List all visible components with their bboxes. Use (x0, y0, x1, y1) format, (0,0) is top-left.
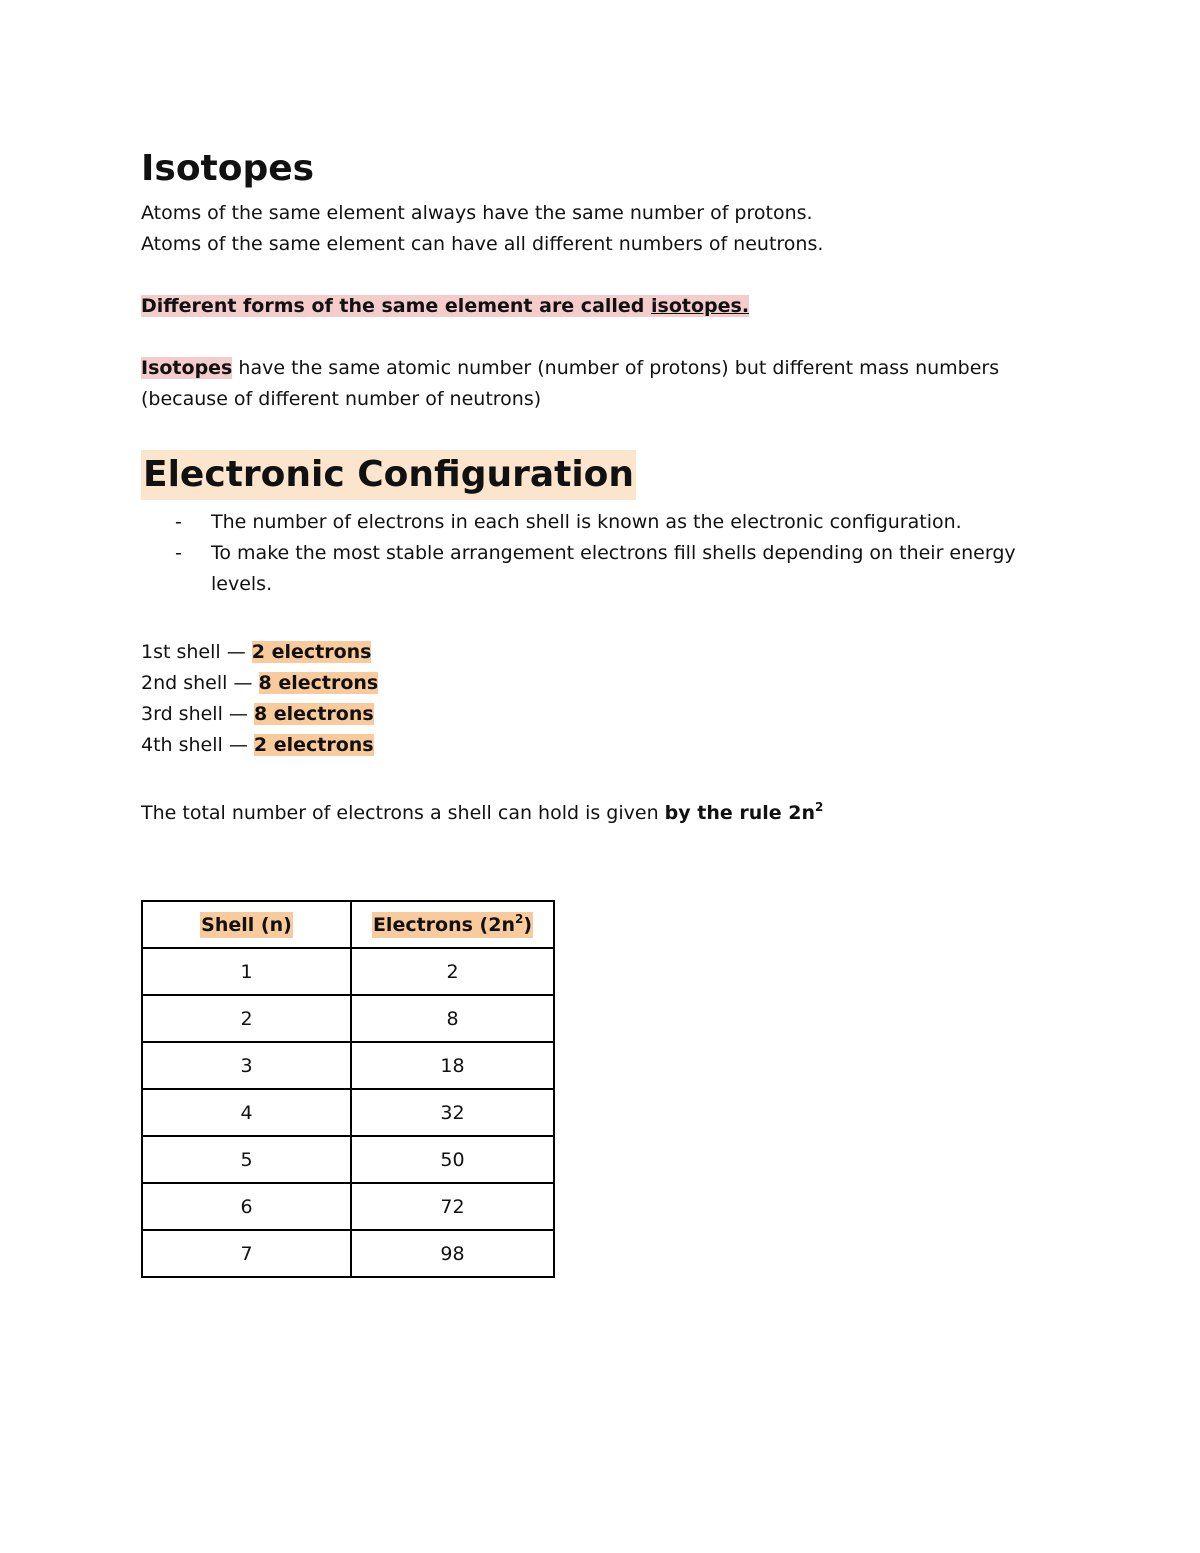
cell-electrons: 32 (351, 1089, 554, 1136)
shell-label: 3rd shell — (141, 703, 254, 725)
header-electrons-close: ) (523, 913, 533, 936)
shell-line (141, 699, 374, 730)
header-electrons-text: Electrons (2n (372, 913, 515, 936)
bullet-item-line-2: levels. (211, 573, 273, 595)
shell-label: 1st shell — (141, 641, 252, 663)
shell-value: 2 electrons (253, 734, 374, 756)
shell-line (141, 730, 374, 761)
isotopes-term: Isotopes (141, 357, 233, 379)
cell-electrons: 72 (351, 1183, 554, 1230)
table-row (142, 1089, 554, 1136)
cell-shell: 6 (142, 1183, 351, 1230)
table-row (142, 1230, 554, 1277)
bullet-item-line-1: To make the most stable arrangement electrons fill shells depending on their energy (211, 542, 1016, 564)
shell-value: 8 electrons (258, 672, 379, 694)
cell-shell: 1 (142, 948, 351, 995)
table-row (142, 948, 554, 995)
header-electrons (351, 901, 554, 948)
header-electrons-sup: 2 (514, 911, 524, 926)
isotopes-paragraph-line-2: (because of different number of neutrons) (141, 388, 542, 410)
header-shell (142, 901, 351, 948)
header-shell-label: Shell (n) (201, 913, 292, 936)
cell-shell: 4 (142, 1089, 351, 1136)
isotopes-line-2: Atoms of the same element can have all different numbers of neutrons. (141, 233, 824, 255)
cell-shell: 5 (142, 1136, 351, 1183)
bullet-item: The number of electrons in each shell is known as the electronic configuration. (211, 511, 962, 533)
cell-shell: 2 (142, 995, 351, 1042)
table-row (142, 1042, 554, 1089)
rule-prefix: The total number of electrons a shell can hold is given (141, 802, 665, 824)
bullet-marker: - (175, 511, 182, 533)
table-header-row (142, 901, 554, 948)
table-row (142, 1136, 554, 1183)
table-row (142, 995, 554, 1042)
rule-superscript: 2 (815, 800, 824, 814)
shell-line (141, 668, 378, 699)
cell-shell: 7 (142, 1230, 351, 1277)
isotopes-heading: Isotopes (141, 148, 315, 189)
definition-prefix: Different forms of the same element are called (141, 295, 652, 317)
cell-electrons: 98 (351, 1230, 554, 1277)
isotopes-paragraph-line-1 (141, 353, 999, 384)
shell-label: 2nd shell — (141, 672, 259, 694)
cell-electrons: 50 (351, 1136, 554, 1183)
cell-shell: 3 (142, 1042, 351, 1089)
shell-line (141, 637, 371, 668)
isotopes-paragraph-rest: have the same atomic number (number of protons) but different mass numbers (232, 357, 1000, 379)
bullet-marker: - (175, 542, 182, 564)
cell-electrons: 2 (351, 948, 554, 995)
header-electrons-label (372, 912, 533, 938)
shell-electrons-table (141, 900, 555, 1278)
definition-term: isotopes. (651, 295, 750, 317)
cell-electrons: 18 (351, 1042, 554, 1089)
rule-line (141, 798, 823, 829)
rule-bold: by the rule 2n (664, 802, 816, 824)
cell-electrons: 8 (351, 995, 554, 1042)
isotopes-definition (141, 291, 749, 322)
shell-value: 8 electrons (253, 703, 374, 725)
shell-value: 2 electrons (251, 641, 372, 663)
table-row (142, 1183, 554, 1230)
shell-label: 4th shell — (141, 734, 254, 756)
electronic-configuration-heading: Electronic Configuration (141, 450, 636, 500)
isotopes-line-1: Atoms of the same element always have the same number of protons. (141, 202, 813, 224)
